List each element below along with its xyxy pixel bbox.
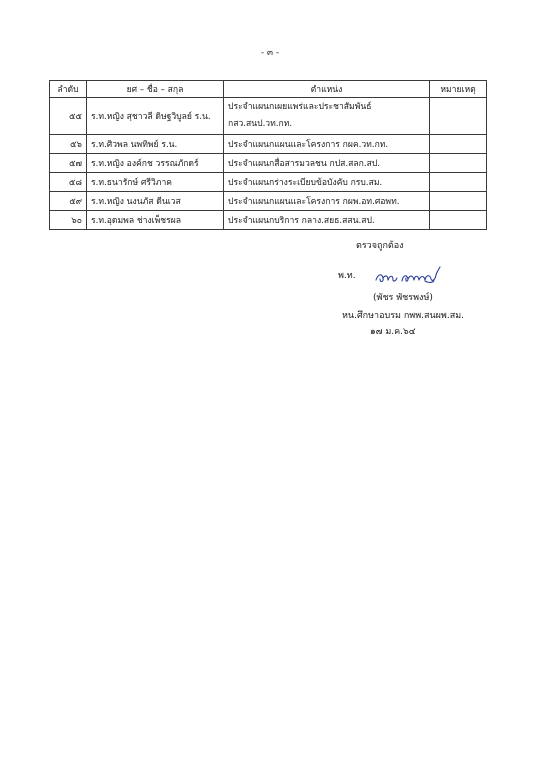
row-order: ๕๕: [50, 98, 87, 135]
row-remark: [430, 98, 487, 135]
table-header-row: [50, 81, 487, 98]
page-number: - ๓ -: [260, 48, 280, 58]
handwritten-signature: [372, 263, 450, 289]
row-position-line2: กสว.สนป.วท.กท.: [228, 119, 293, 129]
row-name: ร.ท.หญิง องค์กช วรรณภักดร์: [87, 154, 224, 173]
row-position: ประจำแผนกบริการ กลาง.สยธ.สสน.สป.: [224, 211, 430, 230]
row-remark: [430, 154, 487, 173]
row-position: ประจำแผนกร่างระเบียบข้อบังคับ กรบ.สม.: [224, 173, 430, 192]
table-row: [50, 173, 487, 192]
table-row: [50, 192, 487, 211]
row-order: ๕๖: [50, 135, 87, 154]
header-name: ยศ – ชื่อ – สกุล: [87, 81, 224, 98]
row-position: ประจำแผนกสื่อสารมวลชน กปส.สลก.สป.: [224, 154, 430, 173]
row-name: ร.ท.หญิง สุชาวลี ดิษฐวิบูลย์ ร.น.: [87, 98, 224, 135]
table-row: [50, 135, 487, 154]
row-name: ร.ท.ศิวพล นพทิพย์ ร.น.: [87, 135, 224, 154]
signed-date: ๑๗ ม.ค.๖๔: [370, 327, 416, 337]
signer-name: (พัชร พัชรพงษ์): [373, 293, 433, 303]
row-position: ประจำแผนกเผยแพร่และประชาสัมพันธ์: [228, 102, 372, 112]
row-name: ร.ท.อุดมพล ช่างเพ็ชรผล: [87, 211, 224, 230]
row-order: ๕๙: [50, 192, 87, 211]
row-position-cell: [224, 98, 430, 135]
row-order: ๕๗: [50, 154, 87, 173]
row-order: ๕๘: [50, 173, 87, 192]
header-remark: หมายเหตุ: [430, 81, 487, 98]
row-remark: [430, 173, 487, 192]
roster-table: [49, 80, 487, 230]
table-row: [50, 211, 487, 230]
signer-position: หน.ศึกษาอบรม กพพ.สนผพ.สม.: [342, 311, 465, 321]
header-order: ลำดับ: [50, 81, 87, 98]
table-row: [50, 98, 487, 135]
row-remark: [430, 135, 487, 154]
row-remark: [430, 211, 487, 230]
signer-rank: พ.ท.: [338, 271, 356, 281]
row-position: ประจำแผนกแผนและโครงการ กผค.วท.กท.: [224, 135, 430, 154]
row-order: ๖๐: [50, 211, 87, 230]
row-name: ร.ท.หญิง นงนภัส ดีนเวส: [87, 192, 224, 211]
certification-heading: ตรวจถูกต้อง: [356, 241, 404, 251]
table-row: [50, 154, 487, 173]
row-remark: [430, 192, 487, 211]
header-position: ตำแหน่ง: [224, 81, 430, 98]
row-position: ประจำแผนกแผนและโครงการ กผพ.อท.ศอพท.: [224, 192, 430, 211]
row-name: ร.ท.ธนารักษ์ ศรีวิภาค: [87, 173, 224, 192]
